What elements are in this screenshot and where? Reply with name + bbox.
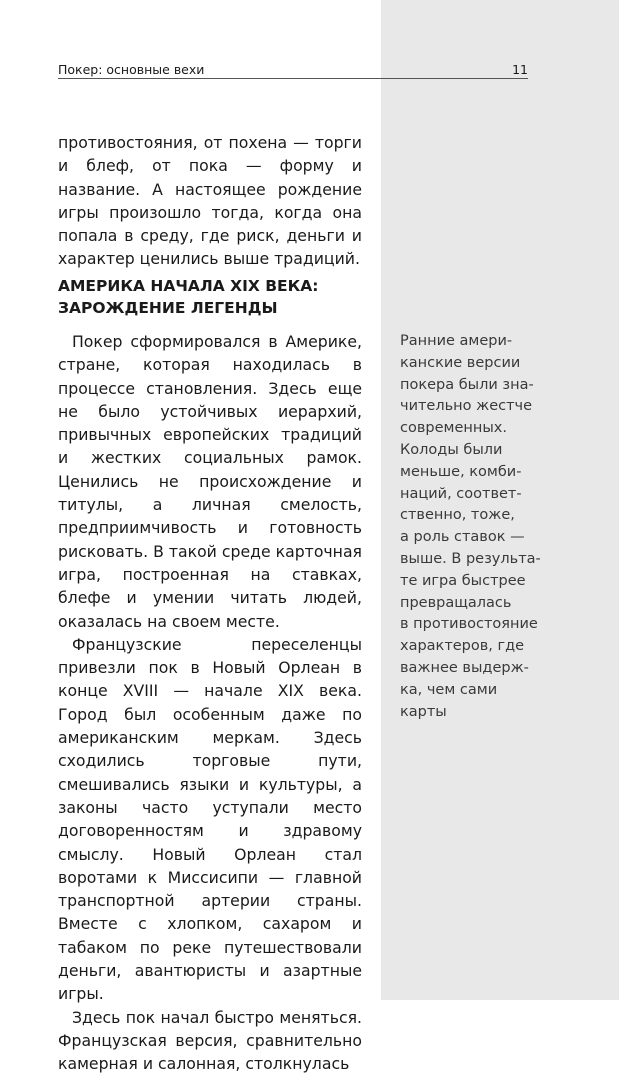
margin-note-line: а роль ставок — (400, 529, 525, 546)
margin-note-line: в противостояние (400, 616, 538, 633)
margin-note-line: чительно жестче (400, 398, 533, 415)
header-rule (58, 78, 528, 79)
running-header (58, 61, 528, 79)
margin-note-line: важнее выдерж- (400, 659, 529, 676)
body-paragraph-1: Покер сформировался в Америке, стране, которая находилась в процессе становления. Здесь еще не было устойчивых иерархий, привычных европейских традиций и жестких социальных рамок. Ценились не происхождение и титулы, а личная смелость, предприимчивость и готовность рисковать. В такой среде карточная игра, построенная на ставках, блефе и умении читать людей, оказалась на своем месте. (58, 332, 362, 631)
margin-note-line: наций, соответ- (400, 485, 522, 502)
body-paragraph-3: Здесь пок начал быстро меняться. Французская версия, сравнительно камерная и салонная, столкнулась (58, 1007, 362, 1074)
margin-note-line: Колоды были (400, 441, 503, 458)
margin-note-line: меньше, комби- (400, 463, 522, 480)
margin-note-line: ка, чем сами (400, 681, 498, 698)
margin-note-line: карты (400, 703, 447, 720)
margin-note-line: выше. В результа- (400, 550, 541, 567)
margin-note-line: те игра быстрее (400, 572, 526, 589)
margin-note-line: покера были зна- (400, 376, 534, 393)
margin-note-line: Ранние амери- (400, 333, 513, 349)
section-heading: АМЕРИКА НАЧАЛА XIX ВЕКА: ЗАРОЖДЕНИЕ ЛЕГЕНДЫ (58, 277, 319, 317)
margin-note-line: канские версии (400, 354, 521, 371)
margin-note-line: современных. (400, 420, 507, 437)
margin-note-line: ственно, тоже, (400, 507, 515, 524)
margin-note-line: характеров, где (400, 638, 525, 655)
page-number: 11 (512, 62, 528, 77)
intro-text (58, 131, 362, 271)
intro-paragraph: противостояния, от похена — торги и блеф, от пока — форму и название. А настоящее рождение игры произошло тогда, когда она попала в среду, где риск, деньги и характер ценились выше традиций. (58, 133, 362, 269)
body-text (58, 330, 362, 1076)
body-paragraph-2: Французские переселенцы привезли пок в Новый Орлеан в конце XVIII — начале XIX века. Город был особенным даже по американским меркам. Здесь сходились торговые пути, смешивались языки и культуры, а законы часто уступали место договоренностям и здравому смыслу. Новый Орлеан стал воротами к Миссисипи — главной транспортной артерии страны. Вместе с хлопком, сахаром и табаком по реке путешествовали деньги, авантюристы и азартные игры. (58, 634, 362, 1004)
margin-note (400, 331, 570, 723)
margin-note-line: превращалась (400, 594, 512, 611)
running-head-title: Покер: основные вехи (58, 62, 205, 77)
